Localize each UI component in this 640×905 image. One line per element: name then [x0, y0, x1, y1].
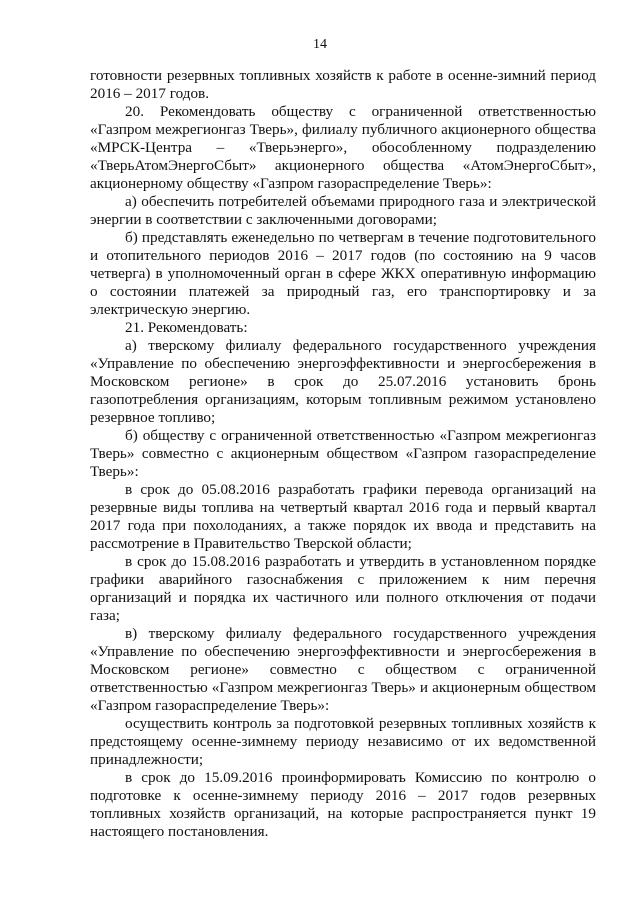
- paragraph-item-21-v-2: в срок до 15.09.2016 проинформировать Комиссию по контролю о подготовке к осенне-зимнему периоду 2016 – 2017 годов резервных топливных хозяйств организаций, на которые распространяется пункт 19 настоящего постановления.: [90, 769, 596, 840]
- paragraph-item-21-a: а) тверскому филиалу федерального государственного учреждения «Управление по обеспечению энергоэффективности и энергосбережения в Московском регионе» в срок до 25.07.2016 установить бронь газопотребления организациям, которым топливным режимом установлено резервное топливо;: [90, 337, 596, 426]
- paragraph-item-21: 21. Рекомендовать:: [125, 319, 248, 336]
- paragraph-item-20-a: а) обеспечить потребителей объемами природного газа и электрической энергии в соответствии с заключенными договорами;: [90, 193, 596, 228]
- paragraph-item-21-b-1: в срок до 05.08.2016 разработать графики перевода организаций на резервные виды топлива на четвертый квартал 2016 года и первый квартал 2017 года при похолоданиях, а также порядок их ввода и представить на рассмотрение в Правительство Тверской области;: [90, 481, 596, 552]
- paragraph-item-20-b: б) представлять еженедельно по четвергам в течение подготовительного и отопительного периодов 2016 – 2017 годов (по состоянию на 9 часов четверга) в уполномоченный орган в сфере ЖКХ оперативную информацию о состоянии платежей за природный газ, его транспортировку и за электрическую энергию.: [90, 229, 596, 318]
- paragraph-item-20: 20. Рекомендовать обществу с ограниченной ответственностью «Газпром межрегионгаз Тверь», филиалу публичного акционерного общества «МРСК-Центра – «Тверьэнерго», обособленному подразделению «ТверьАтомЭнергоСбыт» акционерного общества «АтомЭнергоСбыт», акционерному обществу «Газпром газораспределение Тверь»:: [90, 103, 596, 192]
- paragraph-item-21-v-1: осуществить контроль за подготовкой резервных топливных хозяйств к предстоящему осенне-зимнему периоду независимо от их ведомственной принадлежности;: [90, 715, 596, 768]
- paragraph-continuation: готовности резервных топливных хозяйств к работе в осенне-зимний период 2016 – 2017 годов.: [90, 67, 596, 102]
- paragraph-item-21-b: б) обществу с ограниченной ответственностью «Газпром межрегионгаз Тверь» совместно с акционерным обществом «Газпром газораспределение Тверь»:: [90, 427, 596, 480]
- document-body: [90, 67, 596, 841]
- page-number: 14: [313, 37, 327, 52]
- paragraph-item-21-v: в) тверскому филиалу федерального государственного учреждения «Управление по обеспечению энергоэффективности и энергосбережения в Московском регионе» совместно с обществом с ограниченной ответственностью «Газпром межрегионгаз Тверь» и акционерным обществом «Газпром газораспределение Тверь»:: [90, 625, 596, 714]
- paragraph-item-21-b-2: в срок до 15.08.2016 разработать и утвердить в установленном порядке графики аварийного газоснабжения с приложением к ним перечня организаций и порядка их частичного или полного отключения от подачи газа;: [90, 553, 596, 624]
